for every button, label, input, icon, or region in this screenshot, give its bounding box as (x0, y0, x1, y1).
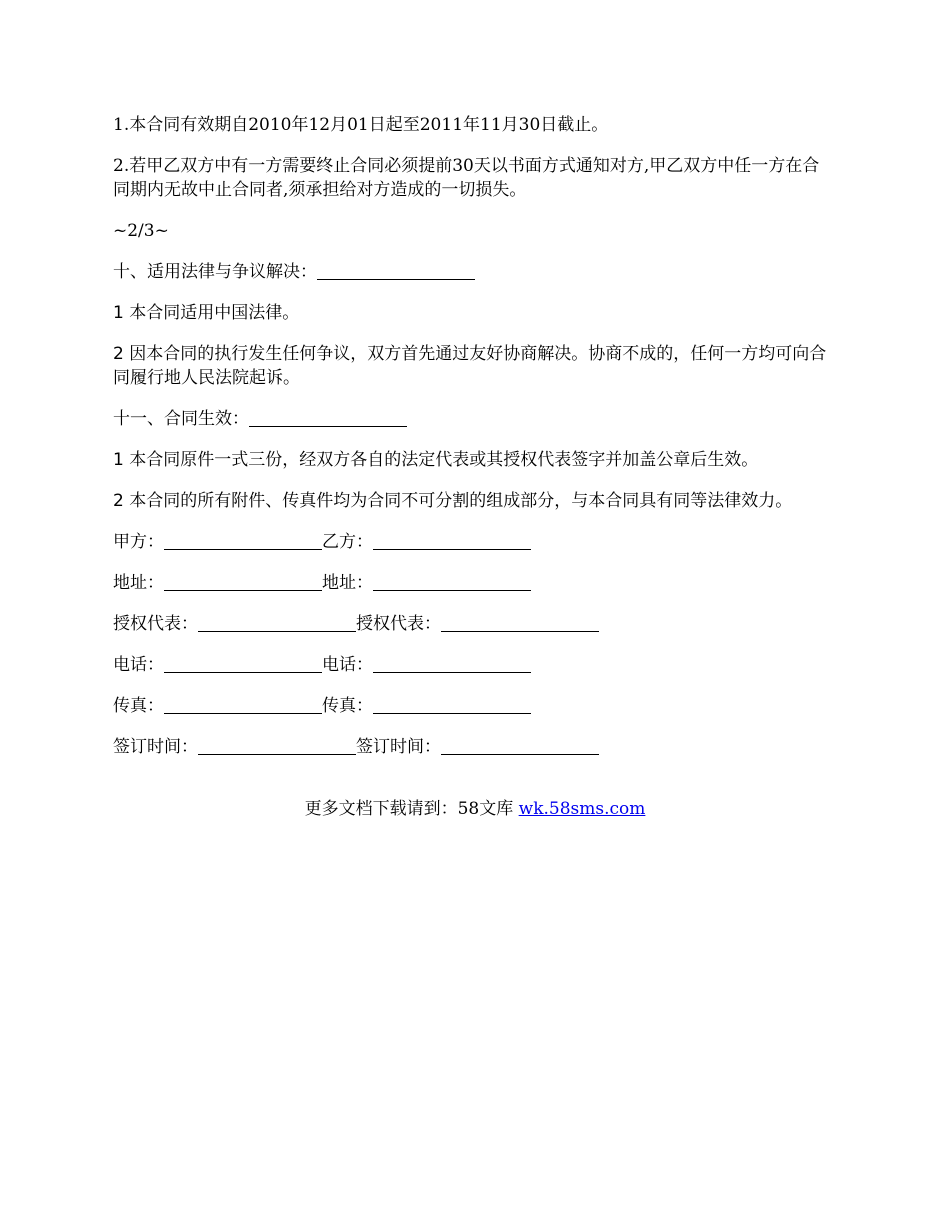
party-b-label: 乙方： (322, 532, 373, 552)
signature-row-representative (113, 612, 831, 636)
party-b-address-label: 地址： (322, 573, 373, 593)
clause-termination: 2.若甲乙双方中有一方需要终止合同必须提前30天以书面方式通知对方,甲乙双方中任一方在合同期内无故中止合同者,须承担给对方造成的一切损失。 (113, 156, 820, 200)
party-a-representative-label: 授权代表： (113, 614, 198, 634)
footer-website-link[interactable]: wk.58sms.com (518, 799, 646, 819)
party-a-date-blank-line (198, 738, 356, 755)
section-11-item-2-text: 本合同的所有附件、传真件均为合同不可分割的组成部分，与本合同具有同等法律效力。 (123, 491, 793, 511)
section-10-item-2-number: 2 (113, 344, 124, 364)
party-a-address-blank-line (164, 574, 322, 591)
signature-row-date (113, 735, 831, 759)
party-b-representative-blank-line (441, 615, 599, 632)
section-10-blank-line (317, 263, 475, 280)
party-b-phone-blank-line (373, 656, 531, 673)
section-11-item-1-text: 本合同原件一式三份，经双方各自的法定代表或其授权代表签字并加盖公章后生效。 (123, 450, 759, 470)
section-10-heading (113, 260, 831, 284)
footer-text: 更多文档下载请到：58文库 (304, 799, 519, 819)
section-10-item-1-text: 本合同适用中国法律。 (123, 303, 300, 323)
section-10-item-2 (113, 342, 831, 390)
signature-row-party (113, 530, 831, 554)
party-b-representative-label: 授权代表： (356, 614, 441, 634)
section-10-item-1-number: 1 (113, 303, 124, 323)
section-10-heading-text: 十、适用法律与争议解决： (113, 262, 317, 282)
party-a-phone-label: 电话： (113, 655, 164, 675)
page-marker: ~2/3~ (113, 221, 169, 241)
section-11-heading (113, 407, 831, 431)
party-a-representative-blank-line (198, 615, 356, 632)
party-b-address-blank-line (373, 574, 531, 591)
section-11-item-2-number: 2 (113, 491, 124, 511)
party-a-blank-line (164, 533, 322, 550)
party-a-label: 甲方： (113, 532, 164, 552)
section-11-item-2 (113, 489, 831, 513)
party-a-date-label: 签订时间： (113, 737, 198, 757)
party-b-date-blank-line (441, 738, 599, 755)
party-b-fax-blank-line (373, 697, 531, 714)
party-b-phone-label: 电话： (322, 655, 373, 675)
section-10-item-1 (113, 301, 831, 325)
section-11-heading-text: 十一、合同生效： (113, 409, 249, 429)
party-a-fax-blank-line (164, 697, 322, 714)
section-11-item-1-number: 1 (113, 450, 124, 470)
party-b-blank-line (373, 533, 531, 550)
footer-download-note (0, 797, 950, 821)
party-a-address-label: 地址： (113, 573, 164, 593)
signature-row-fax (113, 694, 831, 718)
party-a-phone-blank-line (164, 656, 322, 673)
party-a-fax-label: 传真： (113, 696, 164, 716)
section-10-item-2-text: 因本合同的执行发生任何争议，双方首先通过友好协商解决。协商不成的，任何一方均可向合同履行地人民法院起诉。 (113, 344, 827, 388)
party-b-date-label: 签订时间： (356, 737, 441, 757)
clause-validity-period: 1.本合同有效期自2010年12月01日起至2011年11月30日截止。 (113, 115, 609, 135)
party-b-fax-label: 传真： (322, 696, 373, 716)
section-11-item-1 (113, 448, 831, 472)
signature-row-phone (113, 653, 831, 677)
signature-row-address (113, 571, 831, 595)
document-body (113, 113, 831, 776)
section-11-blank-line (249, 410, 407, 427)
